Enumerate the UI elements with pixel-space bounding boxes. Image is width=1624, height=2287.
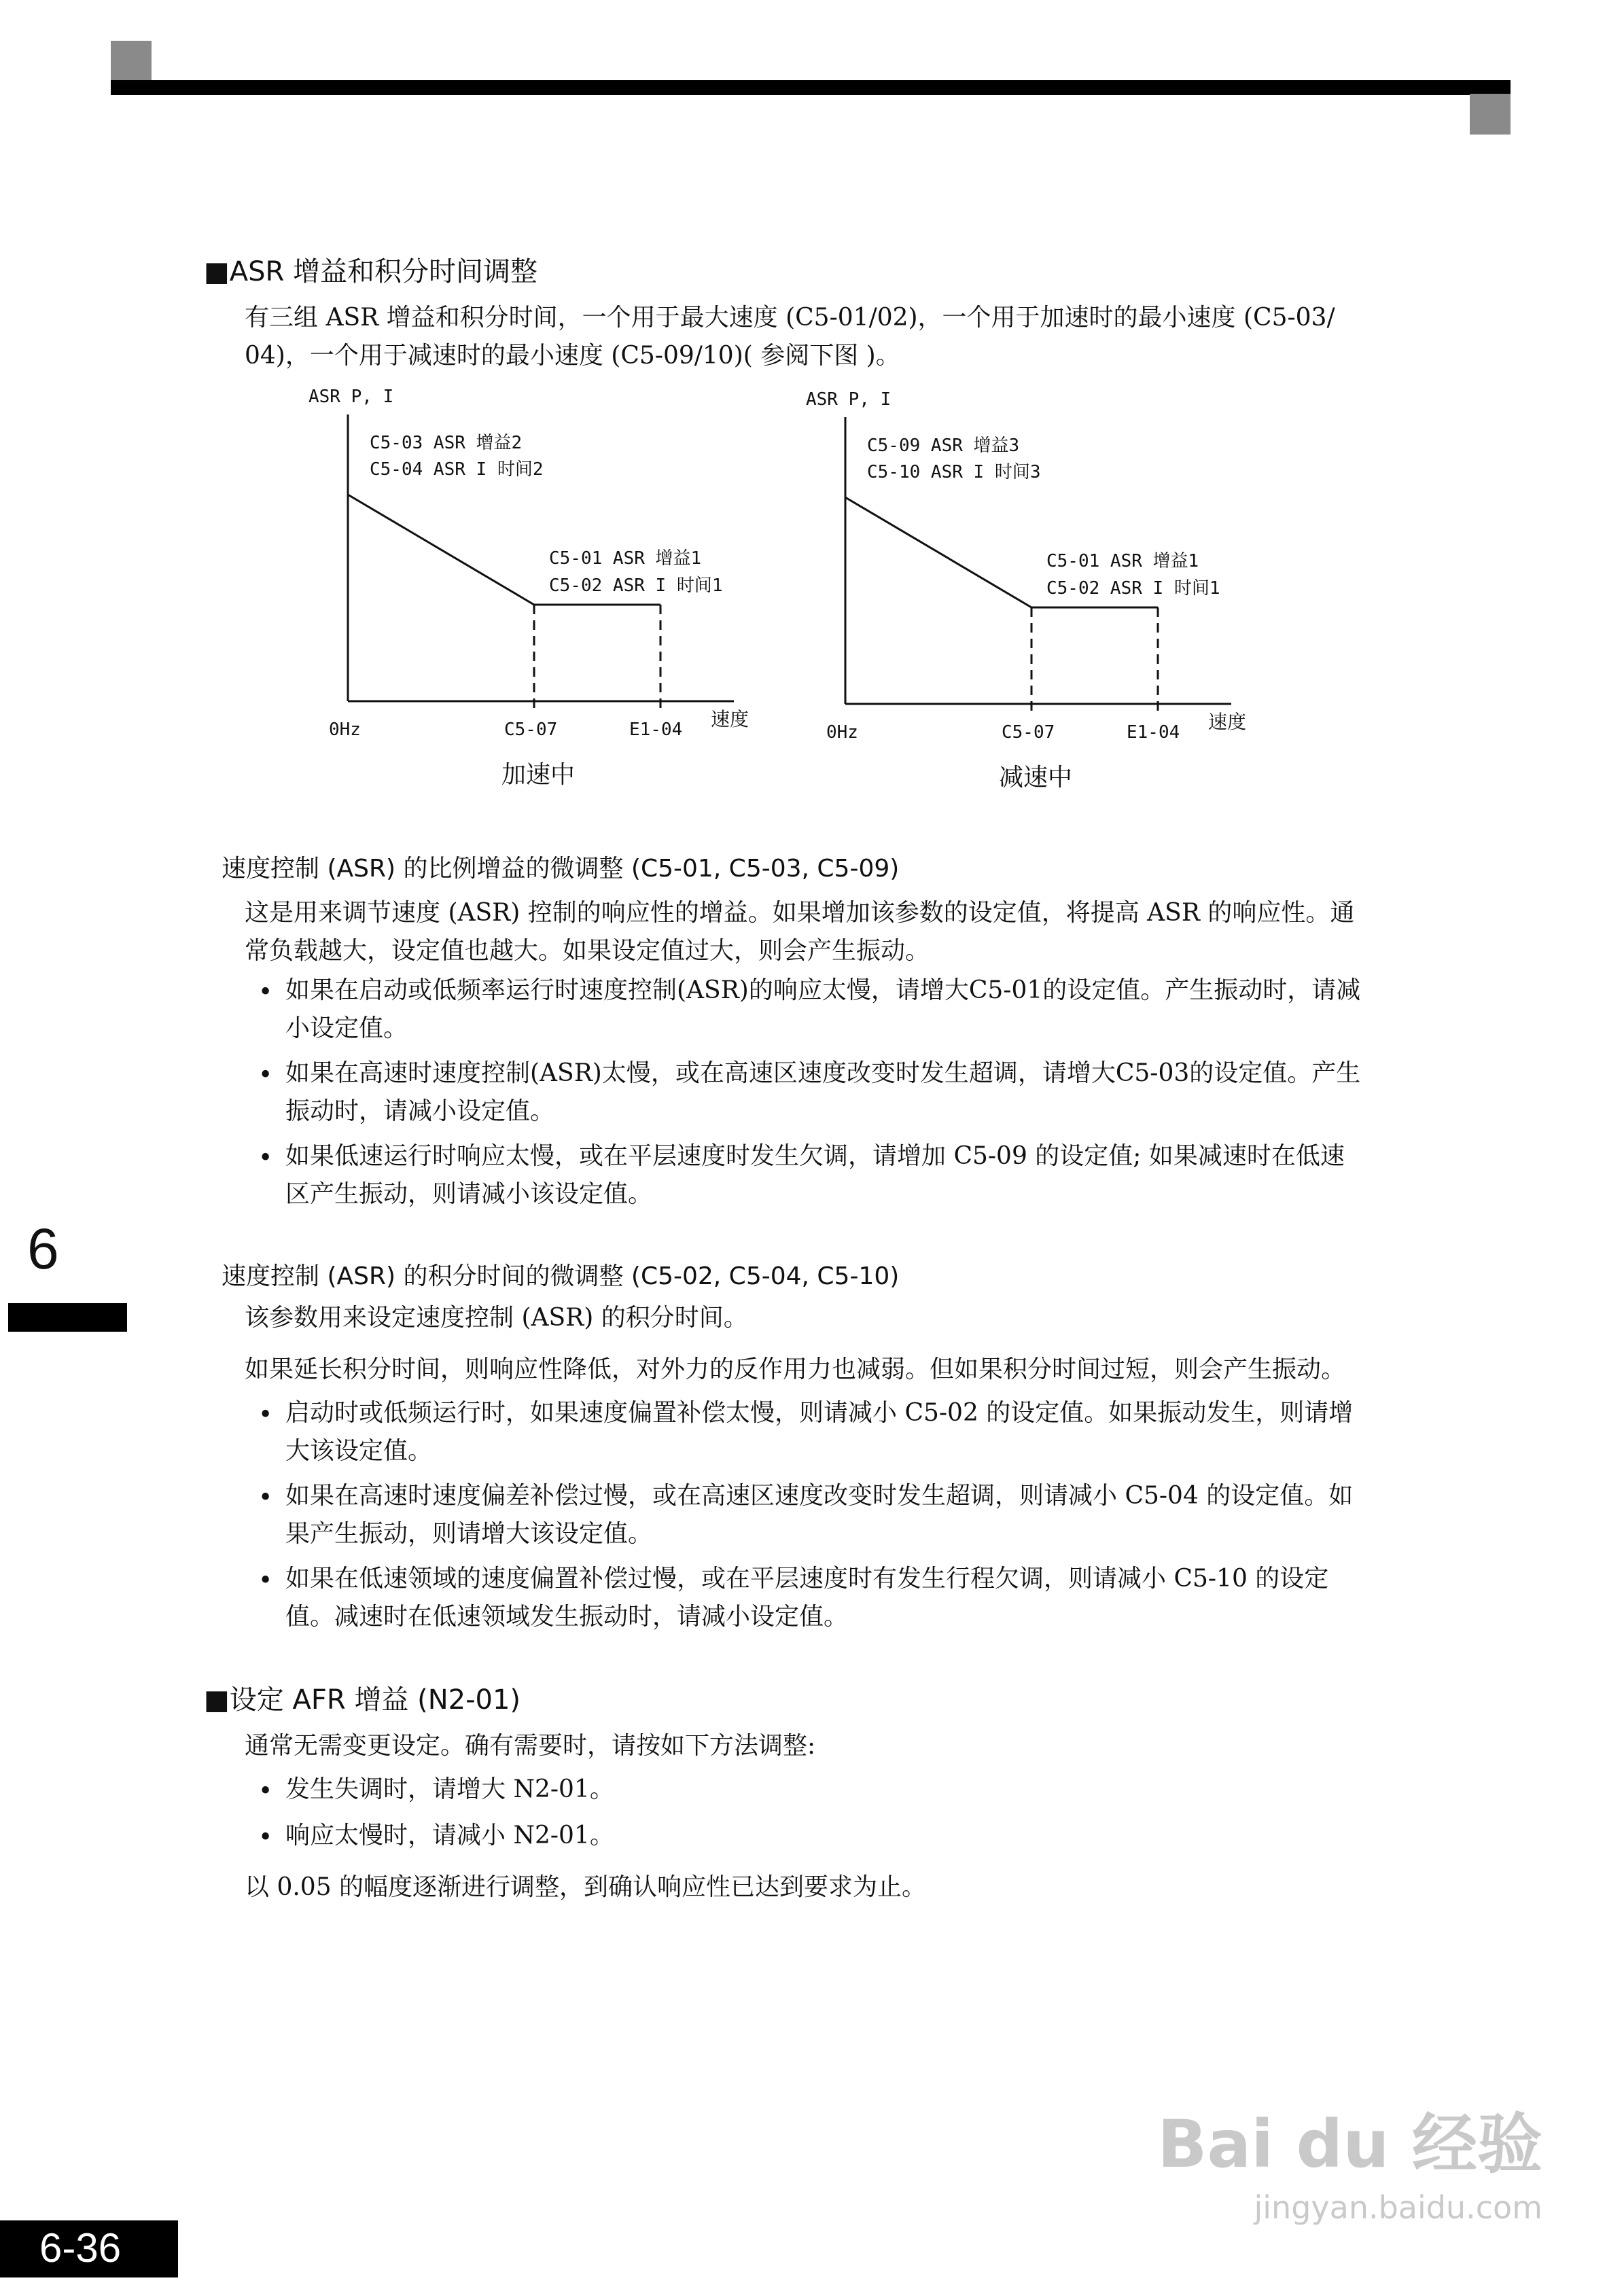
chart1-lower-label1: C5-01 ASR 增益1	[549, 548, 702, 569]
chart1-upper-label1: C5-03 ASR 增益2	[370, 433, 523, 453]
chart1-tick-c507: C5-07	[504, 720, 558, 740]
bullet-dot: •	[258, 1567, 273, 1595]
chart2-lower-label2: C5-02 ASR I 时间1	[1046, 578, 1220, 599]
section4-bullet1: 发生失调时，请增大 N2-01。	[285, 1775, 614, 1803]
bullet-dot: •	[258, 1144, 273, 1172]
chart2-upper-label1: C5-09 ASR 增益3	[867, 436, 1020, 456]
chart-accel	[299, 380, 775, 809]
chart1-tick-0hz: 0Hz	[329, 720, 361, 740]
chart2-tick-0hz: 0Hz	[826, 722, 858, 743]
chart2-tick-e104: E1-04	[1127, 722, 1180, 743]
chart1-lower-label2: C5-02 ASR I 时间1	[549, 575, 723, 596]
bullet-dot: •	[258, 1824, 273, 1851]
section3-bullet1-line1: 启动时或低频运行时，如果速度偏置补偿太慢，则请减小 C5-02 的设定值。如果振动发生，则请增	[285, 1399, 1354, 1427]
section3-line2: 如果延长积分时间，则响应性降低，对外力的反作用力也减弱。但如果积分时间过短，则会产生振动。	[245, 1355, 1346, 1383]
watermark-url: jingyan.baidu.com	[1254, 2189, 1542, 2226]
chart1-tick-e104: E1-04	[629, 720, 683, 740]
section3-bullet2-line1: 如果在高速时速度偏差补偿过慢，或在高速区速度改变时发生超调，则请减小 C5-04 的设定值。如	[285, 1482, 1354, 1510]
section1-intro-line2: 04)，一个用于减速时的最小速度 (C5-09/10)( 参阅下图 )。	[245, 342, 900, 370]
section4-line-end: 以 0.05 的幅度逐渐进行调整，到确认响应性已达到要求为止。	[245, 1873, 927, 1901]
bullet-dot: •	[258, 1484, 273, 1512]
section3-bullet3-line2: 值。减速时在低速领域发生振动时，请减小设定值。	[285, 1603, 849, 1631]
chart-decel	[796, 383, 1272, 811]
chart1-caption: 加速中	[501, 761, 576, 789]
section2-intro-line2: 常负载越大，设定值也越大。如果设定值过大，则会产生振动。	[245, 937, 930, 965]
header-rule	[111, 80, 1511, 95]
chart1-y-label: ASR P, I	[308, 387, 394, 407]
section-title-integral-time: 速度控制 (ASR) 的积分时间的微调整 (C5-02, C5-04, C5-10)	[222, 1262, 900, 1290]
chapter-number: 6	[27, 1217, 59, 1281]
section2-bullet3-line2: 区产生振动，则请减小该设定值。	[285, 1180, 653, 1208]
section4-line1: 通常无需变更设定。确有需要时，请按如下方法调整:	[245, 1732, 816, 1760]
header-tab-right	[1470, 94, 1511, 135]
section3-bullet1-line2: 大该设定值。	[285, 1437, 433, 1465]
page-number: 6-36	[39, 2225, 122, 2271]
chart2-caption: 减速中	[999, 764, 1073, 792]
chart2-upper-label2: C5-10 ASR I 时间3	[867, 462, 1041, 482]
chart2-slope-line	[845, 497, 1031, 607]
section3-bullet2-line2: 果产生振动，则请增大该设定值。	[285, 1520, 653, 1548]
chart2-lower-label1: C5-01 ASR 增益1	[1046, 551, 1199, 571]
chart2-y-label: ASR P, I	[806, 389, 892, 410]
section-title-afr-gain: ■设定 AFR 增益 (N2-01)	[204, 1684, 521, 1716]
section3-line1: 该参数用来设定速度控制 (ASR) 的积分时间。	[245, 1304, 748, 1332]
chapter-marker-bar	[8, 1303, 127, 1332]
bullet-dot: •	[258, 1401, 273, 1429]
section2-intro-line1: 这是用来调节速度 (ASR) 控制的响应性的增益。如果增加该参数的设定值，将提高 ASR 的响应性。通	[245, 899, 1355, 927]
watermark-logo: Bai du 经验	[1157, 2106, 1542, 2182]
bullet-dot: •	[258, 1061, 273, 1089]
chart1-slope-line	[348, 495, 534, 605]
chart1-x-label: 速度	[711, 708, 749, 730]
chart2-x-label: 速度	[1208, 711, 1247, 733]
section4-bullet2: 响应太慢时，请减小 N2-01。	[285, 1822, 614, 1849]
bullet-dot: •	[258, 978, 273, 1006]
section-title-asr: ■ASR 增益和积分时间调整	[204, 256, 538, 287]
section2-bullet2-line2: 振动时，请减小设定值。	[285, 1097, 555, 1125]
section2-bullet2-line1: 如果在高速时速度控制(ASR)太慢，或在高速区速度改变时发生超调，请增大C5-03的设定值。产生	[285, 1059, 1361, 1087]
bullet-dot: •	[258, 1777, 273, 1805]
section2-bullet1-line2: 小设定值。	[285, 1014, 408, 1042]
section-title-proportional-gain: 速度控制 (ASR) 的比例增益的微调整 (C5-01, C5-03, C5-09)	[222, 855, 900, 883]
chart2-tick-c507: C5-07	[1002, 722, 1055, 743]
header-tab-left	[111, 41, 152, 82]
section2-bullet1-line1: 如果在启动或低频率运行时速度控制(ASR)的响应太慢，请增大C5-01的设定值。产生振动时，请减	[285, 976, 1361, 1004]
section3-bullet3-line1: 如果在低速领域的速度偏置补偿过慢，或在平层速度时有发生行程欠调，则请减小 C5-10 的设定	[285, 1565, 1329, 1593]
section2-bullet3-line1: 如果低速运行时响应太慢，或在平层速度时发生欠调，请增加 C5-09 的设定值; 如果减速时在低速	[285, 1142, 1345, 1170]
section1-intro-line1: 有三组 ASR 增益和积分时间，一个用于最大速度 (C5-01/02)，一个用于加速时的最小速度 (C5-03/	[245, 304, 1335, 332]
chart1-upper-label2: C5-04 ASR I 时间2	[370, 459, 544, 480]
